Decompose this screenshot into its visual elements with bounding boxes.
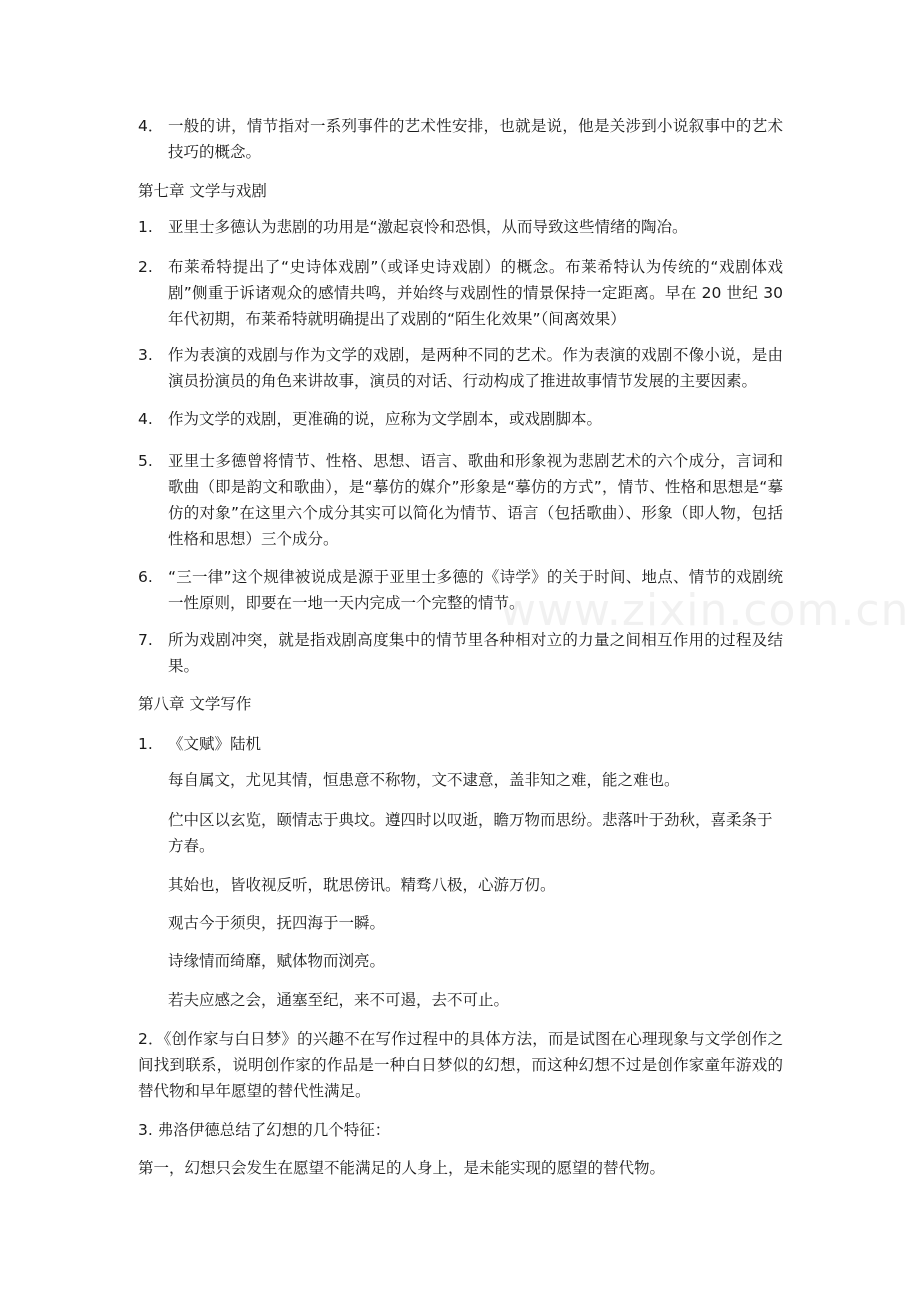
item-text: 亚里士多德曾将情节、性格、思想、语言、歌曲和形象视为悲剧艺术的六个成分，言词和歌曲（即是韵文和歌曲），是“摹仿的媒介”形象是“摹仿的方式”，情节、性格和思想是“摹仿的对象”在这里六个成分其实可以简化为情节、语言（包括歌曲）、形象（即人物，包括性格和思想）三个成分。 bbox=[168, 452, 783, 548]
item-text: 亚里士多德认为悲剧的功用是“激起哀怜和恐惧，从而导致这些情绪的陶冶。 bbox=[168, 218, 688, 236]
item-number: 1. bbox=[138, 218, 153, 236]
item-number: 3. bbox=[138, 346, 153, 364]
item-number: 4． bbox=[138, 117, 164, 135]
quote-line: 诗缘情而绮靡，赋体物而浏亮。 bbox=[168, 952, 386, 970]
quote-line: 伫中区以玄览，颐情志于典坟。遵四时以叹逝，瞻万物而思纷。悲落叶于劲秋，喜柔条于方春。 bbox=[168, 811, 773, 855]
paragraph: 第一，幻想只会发生在愿望不能满足的人身上，是未能实现的愿望的替代物。 bbox=[138, 1159, 666, 1177]
chapter-heading: 第八章 文学写作 bbox=[138, 695, 252, 713]
quote-line: 观古今于须臾，抚四海于一瞬。 bbox=[168, 914, 386, 932]
item-number: 1. bbox=[138, 735, 153, 753]
item-text: 作为文学的戏剧，更准确的说，应称为文学剧本，或戏剧脚本。 bbox=[168, 410, 603, 428]
item-text: 所为戏剧冲突，就是指戏剧高度集中的情节里各种相对立的力量之间相互作用的过程及结果。 bbox=[168, 631, 783, 675]
item-text: “三一律”这个规律被说成是源于亚里士多德的《诗学》的关于时间、地点、情节的戏剧统一性原则，即要在一地一天内完成一个完整的情节。 bbox=[168, 568, 783, 612]
item-number: 2. bbox=[138, 258, 153, 276]
item-number: 7. bbox=[138, 631, 153, 649]
quote-line: 其始也，皆收视反听，耽思傍讯。精骛八极，心游万仞。 bbox=[168, 876, 556, 894]
paragraph: 2．《创作家与白日梦》的兴趣不在写作过程中的具体方法，而是试图在心理现象与文学创作之间找到联系，说明创作家的作品是一种白日梦似的幻想，而这种幻想不过是创作家童年游戏的替代物和早年愿望的替代性满足。 bbox=[138, 1030, 783, 1100]
item-text: 布莱希特提出了“史诗体戏剧”（或译史诗戏剧）的概念。布莱希特认为传统的“戏剧体戏剧”侧重于诉诸观众的感情共鸣，并始终与戏剧性的情景保持一定距离。早在 20 世纪 30 年代初期，布莱希特就明确提出了戏剧的“陌生化效果”（间离效果） bbox=[168, 258, 783, 328]
item-text: 一般的讲，情节指对一系列事件的艺术性安排，也就是说，他是关涉到小说叙事中的艺术技巧的概念。 bbox=[168, 117, 783, 161]
paragraph: 3. 弗洛伊德总结了幻想的几个特征： bbox=[138, 1121, 391, 1139]
item-number: 4. bbox=[138, 410, 153, 428]
item-title: 《文赋》陆机 bbox=[168, 735, 262, 753]
quote-line: 若夫应感之会，通塞至纪，来不可遏，去不可止。 bbox=[168, 991, 510, 1009]
quote-line: 每自属文，尤见其情，恒患意不称物，文不逮意，盖非知之难，能之难也。 bbox=[168, 771, 680, 789]
item-number: 5. bbox=[138, 452, 153, 470]
watermark: www.zixin.com.cn bbox=[500, 585, 910, 636]
item-text: 作为表演的戏剧与作为文学的戏剧，是两种不同的艺术。作为表演的戏剧不像小说，是由演员扮演员的角色来讲故事，演员的对话、行动构成了推进故事情节发展的主要因素。 bbox=[168, 346, 783, 390]
item-number: 6. bbox=[138, 568, 153, 586]
chapter-heading: 第七章 文学与戏剧 bbox=[138, 182, 267, 200]
